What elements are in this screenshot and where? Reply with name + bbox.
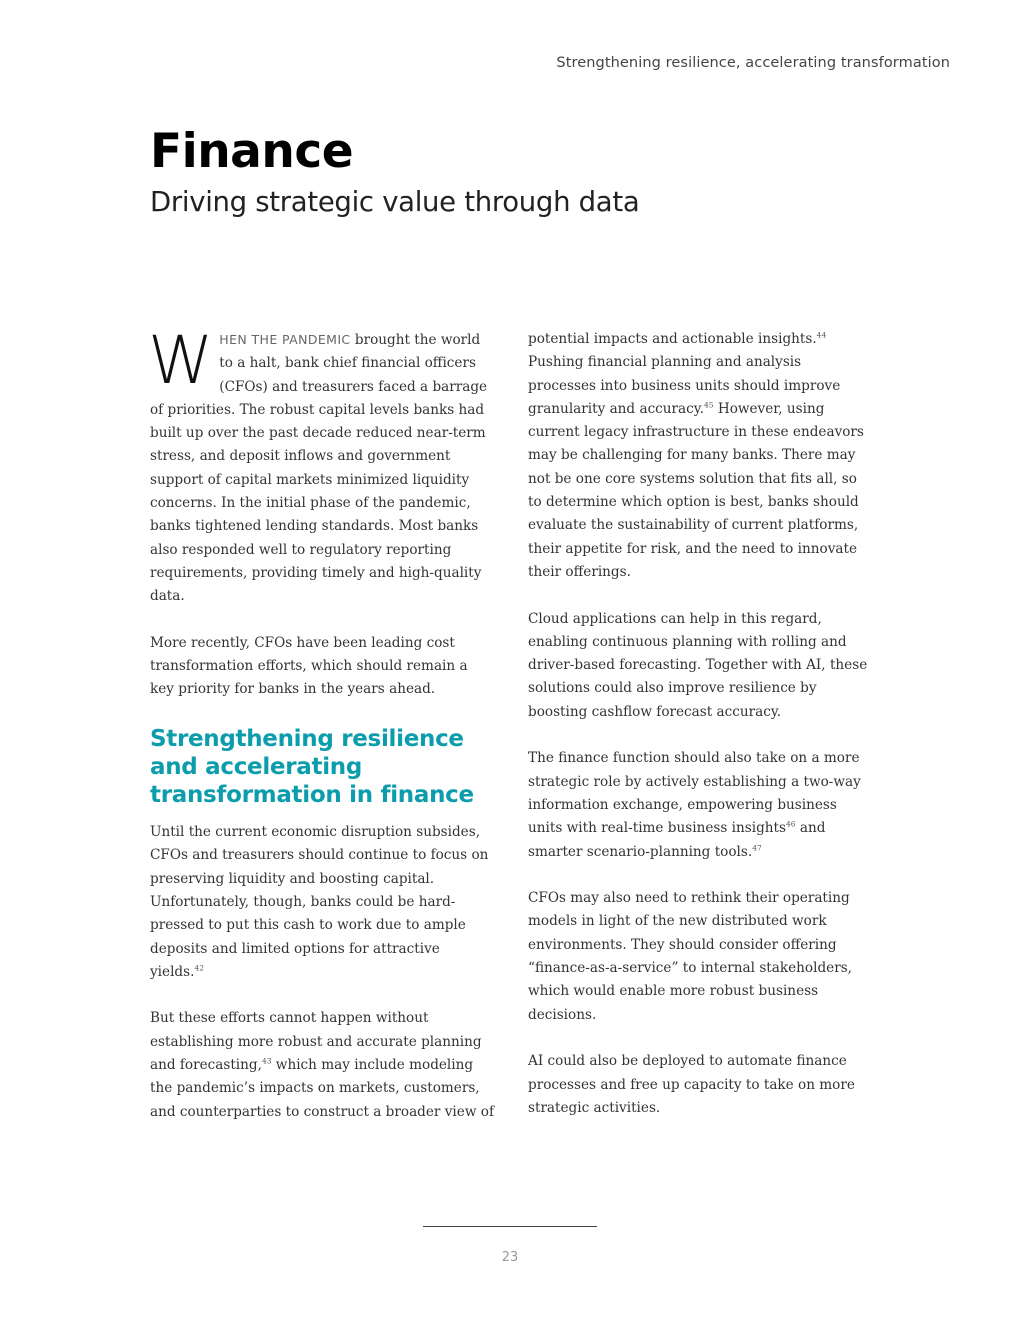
paragraph-liquidity	[150, 821, 495, 984]
page-title: Finance	[150, 124, 354, 179]
paragraph-forecasting	[150, 1007, 495, 1123]
drop-cap: W	[148, 322, 214, 399]
intro-paragraph	[148, 322, 495, 609]
paragraph-operating-models: CFOs may also need to rethink their operating models in light of the new distributed work environments. They should consider offering “finance-as-a-service” to internal stakeholders, which would enable more robust business decisions.	[528, 890, 852, 1023]
right-column	[528, 328, 873, 1143]
footnote-ref-45: 45	[703, 400, 714, 410]
paragraph-strategic-role-text-b: and smarter scenario-planning tools.	[528, 820, 826, 860]
paragraph-insights	[528, 328, 873, 584]
section-heading: Strengthening resilience and accelerating transformation in finance	[150, 726, 474, 809]
footnote-ref-43: 43	[261, 1056, 272, 1066]
running-header: Strengthening resilience, accelerating transformation	[556, 55, 950, 71]
paragraph-strategic-role	[528, 747, 873, 863]
paragraph-insights-text-a: potential impacts and actionable insights.	[528, 331, 817, 347]
paragraph-forecasting-text-b: which may include modeling the pandemic’s impacts on markets, customers, and counterparties to construct a broader view of	[150, 1057, 494, 1120]
footnote-ref-46: 46	[785, 819, 796, 829]
page-subtitle: Driving strategic value through data	[150, 186, 640, 218]
page-number: 23	[501, 1250, 519, 1265]
footnote-ref-44: 44	[816, 330, 827, 340]
paragraph-cost-transformation: More recently, CFOs have been leading cost transformation efforts, which should remain a key priority for banks in the years ahead.	[150, 634, 468, 698]
paragraph-insights-text-b: Pushing financial planning and analysis processes into business units should improve granularity and accuracy.	[528, 354, 841, 417]
paragraph-automation: AI could also be deployed to automate finance processes and free up capacity to take on more strategic activities.	[528, 1053, 855, 1116]
paragraph-forecasting-text-a: But these efforts cannot happen without establishing more robust and accurate planning and forecasting,	[150, 1010, 482, 1074]
lead-in-text: HEN THE PANDEMIC	[219, 332, 351, 347]
intro-text: brought the world to a halt, bank chief financial officers (CFOs) and treasurers faced a barrage of priorities. The robust capital levels banks had built up over the past decade reduced near-term stress, and deposit inflows and government support of capital markets minimized liquidity concerns. In the initial phase of the pandemic, banks tightened lending standards. Most banks also responded well to regulatory reporting requirements, providing timely and high-quality data.	[150, 332, 488, 605]
left-column	[148, 322, 495, 1147]
footnote-ref-47: 47	[752, 843, 762, 852]
paragraph-strategic-role-text-a: The finance function should also take on a more strategic role by actively establishing a two-way information exchange, empowering business units with real-time business insights	[528, 750, 861, 837]
paragraph-cloud: Cloud applications can help in this regard, enabling continuous planning with rolling and driver-based forecasting. Together with AI, these solutions could also improve resilience by boosting cashflow forecast accuracy.	[528, 610, 868, 720]
paragraph-insights-text-c: However, using current legacy infrastructure in these endeavors may be challenging for many banks. There may not be one core systems solution that fits all, so to determine which option is best, banks should evaluate the sustainability of current platforms, their appetite for risk, and the need to innovate their offerings.	[528, 400, 864, 580]
footer-divider	[423, 1226, 597, 1227]
footnote-ref-42: 42	[194, 963, 204, 973]
paragraph-liquidity-text: Until the current economic disruption subsides, CFOs and treasurers should continue to focus on preserving liquidity and boosting capital. Unfortunately, though, banks could be hard-pressed to put this cash to work due to ample deposits and limited options for attractive yields.	[150, 824, 489, 980]
